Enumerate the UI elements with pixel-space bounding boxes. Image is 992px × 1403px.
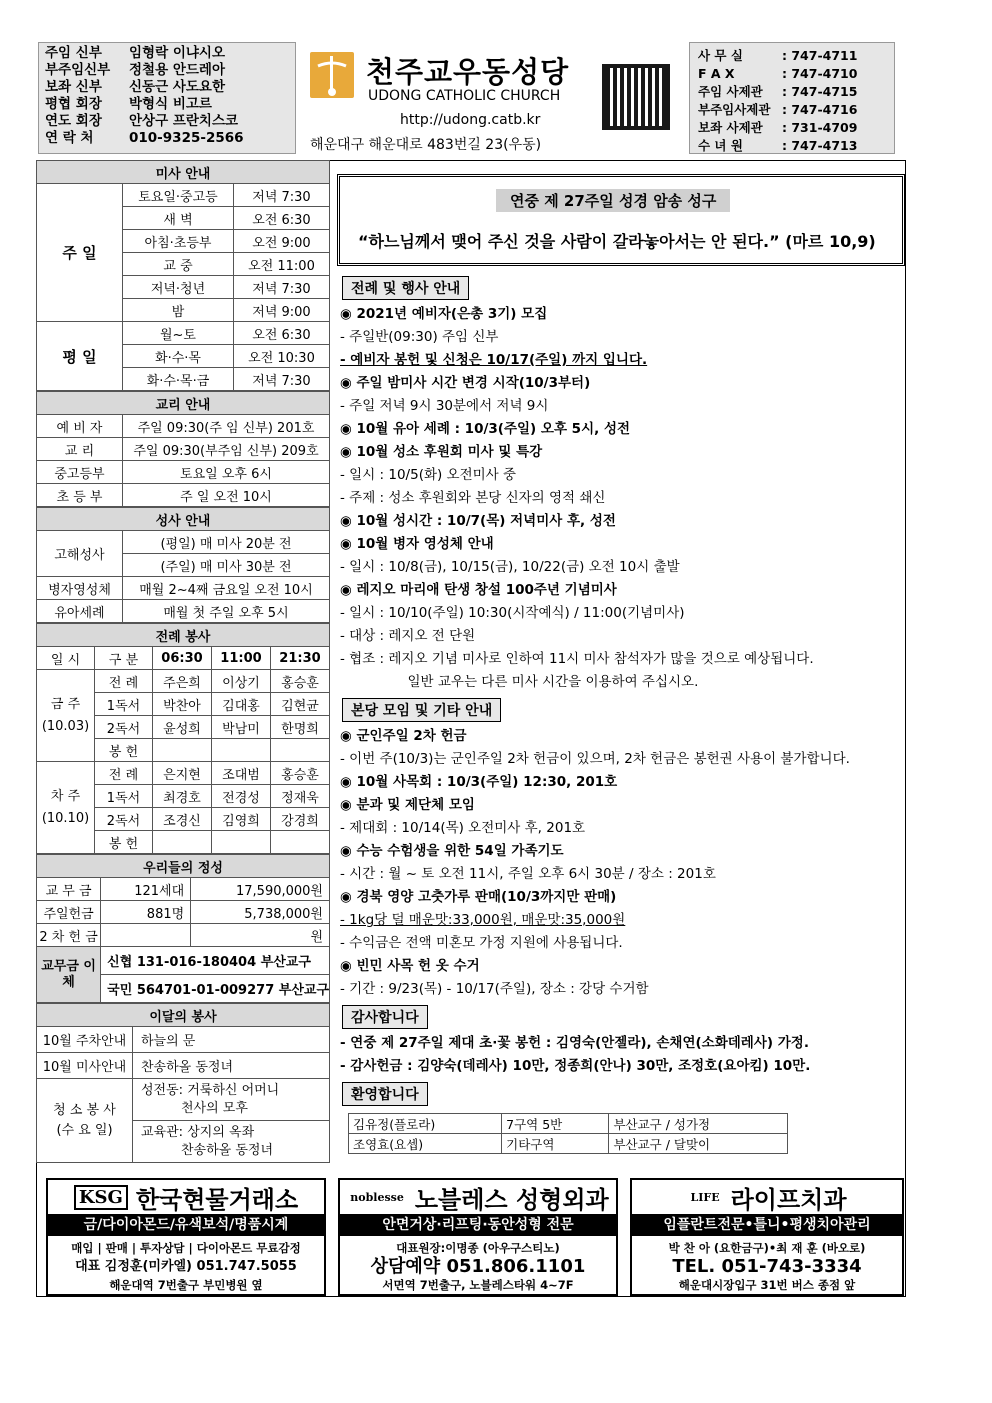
contact-label: 주임 사제관 [698, 84, 763, 99]
table-cell: 7구역 5반 [502, 1114, 609, 1134]
liturgy-header: 06:30 [153, 647, 212, 670]
section-title: 우리들의 정성 [37, 855, 330, 878]
notice-line: ◉ 10월 성시간 : 10/7(목) 저녁미사 후, 성전 [340, 513, 616, 529]
table-cell: 기타구역 [502, 1134, 609, 1154]
table-cell: 국민 564701-01-009277 부산교구 [101, 975, 330, 1003]
table-cell: 오전 9:00 [234, 230, 330, 253]
notice-line: ◉ 2021년 예비자(은총 3기) 모집 [340, 306, 548, 322]
week-name: 차 주 [50, 788, 81, 804]
cleaning-place: 교육관: [141, 1124, 184, 1140]
notice-section-title: 전례 및 행사 안내 [342, 276, 469, 300]
table-cell: 화·수·목·금 [123, 368, 234, 391]
ad-logo: KSG [74, 1185, 128, 1210]
table-cell: 하늘의 문 [133, 1027, 330, 1053]
table-cell: 김영희 [212, 808, 271, 831]
table-cell: 2독서 [95, 808, 153, 831]
table-cell: 오전 10:30 [234, 345, 330, 368]
staff-role: 평협 회장 [45, 96, 102, 112]
church-name: 천주교우동성당 [366, 55, 570, 89]
week-date: (10.10) [41, 810, 90, 826]
ad-address: 서면역 7번출구, 노블레스타워 4~7F [382, 1278, 574, 1292]
table-cell: 토요일 오후 6시 [123, 461, 330, 484]
church-url[interactable]: http://udong.catb.kr [400, 112, 541, 128]
ad-header [632, 1180, 902, 1214]
contact-label: 사 무 실 [698, 48, 743, 63]
table-cell: 김대홍 [212, 693, 271, 716]
notice-line: ◉ 경북 영양 고춧가루 판매(10/3까지만 판매) [340, 889, 617, 905]
notice-line: - 제대회 : 10/14(목) 오전미사 후, 201호 [340, 820, 586, 836]
contact-label: 부주임사제관 [698, 102, 771, 117]
notice-line: ◉ 레지오 마리애 탄생 창설 100주년 기념미사 [340, 582, 617, 598]
table-cell: 청 소 봉 사 (수 요 일) [37, 1079, 133, 1163]
table-cell: 매월 첫 주일 오후 5시 [123, 600, 330, 623]
ad-band: 안면거상·리프팅·동안성형 전문 [340, 1214, 616, 1236]
qr-code-icon [602, 64, 670, 130]
notice-line: - 주제 : 성소 후원회와 본당 신자의 영적 쇄신 [340, 490, 606, 506]
table-cell: 오전 11:00 [234, 253, 330, 276]
ad-box [46, 1178, 326, 1296]
table-cell: 주일 09:30(부주임 신부) 209호 [123, 438, 330, 461]
table-cell: 중고등부 [37, 461, 123, 484]
notice-line: - 시간 : 월 ~ 토 오전 11시, 주일 오후 6시 30분 / 장소 : 201호 [340, 866, 716, 882]
notice-line: - 기간 : 9/23(목) - 10/17(주일), 장소 : 강당 수거함 [340, 981, 649, 997]
weekday-label: 평 일 [37, 322, 123, 391]
table-cell: 홍승훈 [271, 762, 330, 785]
table-cell: 주 일 오전 10시 [123, 484, 330, 507]
ad-phone: 상담예약 051.806.1101 [370, 1256, 586, 1277]
table-cell: 봉 헌 [95, 739, 153, 762]
table-cell: 881명 [101, 901, 191, 924]
staff-name: 010-9325-2566 [129, 130, 244, 146]
verse-box [337, 174, 905, 266]
staff-box [38, 42, 296, 154]
contact-row [698, 101, 886, 119]
table-cell: 2 차 헌 금 [37, 924, 101, 947]
contact-row [698, 83, 886, 101]
week-label [37, 670, 95, 762]
ad-header [340, 1180, 616, 1214]
notice-line: ◉ 수능 수험생을 위한 54일 가족기도 [340, 843, 564, 859]
table-cell: 예 비 자 [37, 415, 123, 438]
table-cell: 오전 6:30 [234, 322, 330, 345]
table-cell: 병자영성체 [37, 577, 123, 600]
table-cell: 교 중 [123, 253, 234, 276]
notice-line: - 예비자 봉헌 및 신청은 10/17(주일) 까지 입니다. [340, 352, 648, 368]
cleaning-place: 성전동: [141, 1082, 184, 1098]
church-header [300, 42, 685, 154]
notice-line: ◉ 군인주일 2차 헌금 [340, 728, 467, 744]
ad-phone: TEL. 051-743-3334 [672, 1256, 862, 1277]
table-cell: 부산교구 / 성가정 [609, 1114, 788, 1134]
table-cell: 저녁 7:30 [234, 276, 330, 299]
staff-name: 박형식 비고르 [129, 96, 212, 112]
ads-row [46, 1178, 902, 1296]
church-logo-icon [310, 52, 354, 98]
cleaning-team: 천사의 모후 [181, 1100, 248, 1116]
table-cell: 김현균 [271, 693, 330, 716]
table-cell: 전 례 [95, 670, 153, 693]
table-cell: 교 무 금 [37, 878, 101, 901]
section-title: 미사 안내 [37, 161, 330, 184]
service-table [36, 1003, 330, 1163]
staff-name: 신동근 사도요한 [129, 79, 225, 95]
table-cell: 부산교구 / 달맞이 [609, 1134, 788, 1154]
table-cell: 조대범 [212, 762, 271, 785]
contact-box [689, 42, 895, 154]
table-cell [271, 739, 330, 762]
table-cell [212, 831, 271, 854]
section-title: 성사 안내 [37, 508, 330, 531]
table-cell: 전 례 [95, 762, 153, 785]
table-cell: 10월 주차안내 [37, 1027, 133, 1053]
notice-line: ◉ 10월 병자 영성체 안내 [340, 536, 494, 552]
ad-address: 해운대시장입구 31번 버스 종점 앞 [678, 1278, 856, 1292]
notice-line: - 협조 : 레지오 기념 미사로 인하여 11시 미사 참석자가 많을 것으로 예상됩니다. [340, 651, 814, 667]
notice-section-title: 감사합니다 [342, 1005, 428, 1029]
table-cell: 교무금 이 체 [37, 947, 101, 1003]
staff-name: 안상구 프란치스코 [129, 113, 239, 129]
contact-label: 수 녀 원 [698, 138, 743, 153]
contact-number: : 747-4710 [782, 66, 858, 81]
notice-line: ◉ 분과 및 제단체 모임 [340, 797, 475, 813]
left-column [36, 160, 330, 1163]
table-cell: 매월 2~4째 금요일 오전 10시 [123, 577, 330, 600]
ad-line: 대표원장:이명종 (아우구스티노) [396, 1241, 560, 1255]
notice-line: 일반 교우는 다른 미사 시간을 이용하여 주십시오. [340, 674, 699, 690]
table-cell: 박남미 [212, 716, 271, 739]
table-cell: 고해성사 [37, 531, 123, 577]
table-cell: 박찬아 [153, 693, 212, 716]
table-cell: 찬송하올 동정녀 [133, 1053, 330, 1079]
verse-title: 연중 제 27주일 성경 암송 성구 [496, 189, 730, 212]
liturgy-header: 11:00 [212, 647, 271, 670]
ad-band: 금/다이아몬드/유색보석/명품시계 [48, 1214, 324, 1236]
notice-section-title: 본당 모임 및 기타 안내 [342, 698, 501, 722]
notice-line: - 주일 저녁 9시 30분에서 저녁 9시 [340, 398, 549, 414]
table-cell: 저녁 7:30 [234, 184, 330, 207]
notice-line: - 감사헌금 : 김양숙(데레사) 10만, 정종희(안나) 30만, 조정호(요아킴) 10만. [340, 1058, 811, 1074]
liturgy-header: 일 시 [37, 647, 95, 670]
staff-row [45, 130, 289, 147]
notice-line: ◉ 10월 유아 세례 : 10/3(주일) 오후 5시, 성전 [340, 421, 631, 437]
table-cell [153, 831, 212, 854]
table-cell: 10월 미사안내 [37, 1053, 133, 1079]
week-label [37, 762, 95, 854]
staff-row [45, 45, 289, 62]
table-cell: 조영효(요셉) [349, 1134, 502, 1154]
table-cell: 121세대 [101, 878, 191, 901]
notice-line: - 주일반(09:30) 주임 신부 [340, 329, 499, 345]
contact-row [698, 47, 886, 65]
table-cell: 새 벽 [123, 207, 234, 230]
liturgy-header: 21:30 [271, 647, 330, 670]
staff-role: 보좌 신부 [45, 79, 102, 95]
table-cell: (주일) 매 미사 30분 전 [123, 554, 330, 577]
contact-label: F A X [698, 66, 735, 81]
staff-name: 정철용 안드레아 [129, 62, 225, 78]
week-name: 금 주 [50, 696, 81, 712]
church-name-en: UDONG CATHOLIC CHURCH [368, 88, 561, 104]
notice-line: - 이번 주(10/3)는 군인주일 2차 헌금이 있으며, 2차 헌금은 봉헌권 사용이 불가합니다. [340, 751, 850, 767]
notice-line: ◉ 빈민 사목 헌 옷 수거 [340, 958, 480, 974]
catechism-table [36, 391, 330, 507]
ad-box [630, 1178, 904, 1296]
verse-text: “하느님께서 맺어 주신 것을 사람이 갈라놓아서는 안 된다.” (마르 10,9) [358, 232, 876, 251]
staff-row [45, 96, 289, 113]
ad-line: 매입 | 판매 | 투자상담 | 다이아몬드 무료감정 [71, 1241, 301, 1255]
contact-row [698, 137, 886, 155]
ad-header [48, 1180, 324, 1214]
offering-table [36, 854, 330, 1003]
table-cell: 아침·초등부 [123, 230, 234, 253]
table-cell: 저녁 7:30 [234, 368, 330, 391]
ad-name: 라이프치과 [730, 1185, 847, 1214]
cleaning-team: 상지의 옥좌 [187, 1124, 255, 1140]
table-cell: 저녁 9:00 [234, 299, 330, 322]
notice-line: - 일시 : 10/8(금), 10/15(금), 10/22(금) 오전 10시 출발 [340, 559, 680, 575]
table-cell: 강경희 [271, 808, 330, 831]
liturgy-table [36, 623, 330, 854]
section-title: 이달의 봉사 [37, 1004, 330, 1027]
contact-number: : 747-4716 [782, 102, 858, 117]
cleaning-group [133, 1079, 330, 1121]
table-cell: 정재욱 [271, 785, 330, 808]
notice-line: - 대상 : 레지오 전 단원 [340, 628, 476, 644]
section-title: 전례 봉사 [37, 624, 330, 647]
welcome-table [348, 1113, 788, 1154]
ad-logo: LIFE [690, 1190, 720, 1204]
table-cell: 밤 [123, 299, 234, 322]
table-cell: 은지현 [153, 762, 212, 785]
table-cell: 윤성희 [153, 716, 212, 739]
ad-logo: noblesse [350, 1190, 404, 1204]
notice-line: - 연중 제 27주일 제대 초·꽃 봉헌 : 김영숙(안젤라), 손채연(소화데레사) 가정. [340, 1035, 809, 1051]
table-cell: 원 [191, 924, 330, 947]
notice-line: - 수익금은 전액 미혼모 가정 지원에 사용됩니다. [340, 935, 623, 951]
ad-address: 해운대역 7번출구 부민병원 옆 [109, 1278, 263, 1292]
sacrament-table [36, 507, 330, 623]
table-cell: 5,738,000원 [191, 901, 330, 924]
notice-line: - 일시 : 10/5(화) 오전미사 중 [340, 467, 517, 483]
table-cell: 봉 헌 [95, 831, 153, 854]
table-cell: 초 등 부 [37, 484, 123, 507]
notices [340, 272, 905, 1154]
cleaning-group [133, 1121, 330, 1163]
table-cell [101, 924, 191, 947]
table-cell: 주일헌금 [37, 901, 101, 924]
church-address: 해운대구 해운대로 483번길 23(우동) [310, 137, 542, 153]
contact-number: : 747-4711 [782, 48, 858, 63]
table-cell: 한명희 [271, 716, 330, 739]
contact-row [698, 65, 886, 83]
notice-line: - 1kg당 덜 매운맛:33,000원, 매운맛:35,000원 [340, 912, 626, 928]
staff-name: 임형락 이냐시오 [129, 45, 225, 61]
notice-line: - 일시 : 10/10(주일) 10:30(시작예식) / 11:00(기념미사) [340, 605, 685, 621]
staff-role: 주임 신부 [45, 45, 102, 61]
ad-band: 임플란트전문•틀니•평생치아관리 [632, 1214, 902, 1236]
ad-name: 한국현물거래소 [135, 1185, 299, 1214]
ad-phone: 대표 김정훈(미카엘) 051.747.5055 [75, 1259, 297, 1274]
table-cell: 최경호 [153, 785, 212, 808]
table-cell: 홍승훈 [271, 670, 330, 693]
notice-line: ◉ 10월 사목회 : 10/3(주일) 12:30, 201호 [340, 774, 618, 790]
table-cell: 1독서 [95, 785, 153, 808]
table-cell: 유아세례 [37, 600, 123, 623]
staff-role: 연도 회장 [45, 113, 102, 129]
table-cell: 주일 09:30(주 임 신부) 201호 [123, 415, 330, 438]
contact-row [698, 119, 886, 137]
table-cell: 오전 6:30 [234, 207, 330, 230]
staff-row [45, 79, 289, 96]
contact-number: : 747-4713 [782, 138, 858, 153]
table-cell: 월~토 [123, 322, 234, 345]
liturgy-header: 구 분 [95, 647, 153, 670]
notice-line: ◉ 10월 성소 후원회 미사 및 특강 [340, 444, 543, 460]
table-cell: 2독서 [95, 716, 153, 739]
table-cell: 교 리 [37, 438, 123, 461]
section-title: 교리 안내 [37, 392, 330, 415]
table-cell: 조경신 [153, 808, 212, 831]
contact-number: : 731-4709 [782, 120, 858, 135]
cleaning-team: 거룩하신 어머니 [187, 1082, 280, 1098]
table-cell: 토요일·중고등 [123, 184, 234, 207]
table-cell [212, 739, 271, 762]
table-cell: 이상기 [212, 670, 271, 693]
ad-box [338, 1178, 618, 1296]
notice-line: ◉ 주일 밤미사 시간 변경 시작(10/3부터) [340, 375, 591, 391]
table-cell [153, 739, 212, 762]
staff-role: 연 락 처 [45, 130, 94, 146]
table-cell: 저녁·청년 [123, 276, 234, 299]
table-cell: 주은희 [153, 670, 212, 693]
ad-line: 박 찬 아 (요한금구)•최 재 훈 (바오로) [668, 1241, 866, 1255]
contact-number: : 747-4715 [782, 84, 858, 99]
table-cell: 화·수·목 [123, 345, 234, 368]
staff-role: 부주임신부 [45, 62, 111, 78]
table-cell: 1독서 [95, 693, 153, 716]
table-cell: 김유정(플로라) [349, 1114, 502, 1134]
table-cell [271, 831, 330, 854]
ad-name: 노블레스 성형외과 [414, 1185, 609, 1214]
table-cell: 전경성 [212, 785, 271, 808]
table-cell: 신협 131-016-180404 부산교구 [101, 947, 330, 975]
week-date: (10.03) [41, 718, 90, 734]
staff-row [45, 62, 289, 79]
contact-label: 보좌 사제관 [698, 120, 763, 135]
cleaning-team: 찬송하올 동정녀 [181, 1142, 274, 1158]
notice-section-title: 환영합니다 [342, 1082, 428, 1106]
staff-row [45, 113, 289, 130]
sunday-label: 주 일 [37, 184, 123, 322]
table-cell: 17,590,000원 [191, 878, 330, 901]
mass-table [36, 160, 330, 391]
table-cell: (평일) 매 미사 20분 전 [123, 531, 330, 554]
